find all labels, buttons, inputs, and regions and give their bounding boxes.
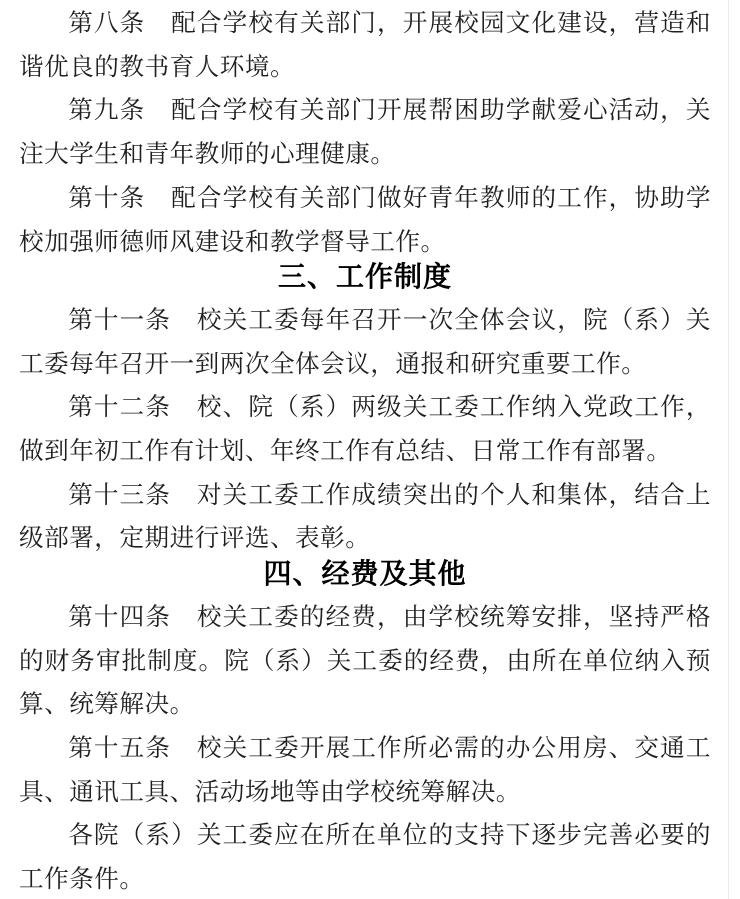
body-paragraph: 第十三条 对关工委工作成绩突出的个人和集体，结合上级部署，定期进行评选、表彰。 <box>19 481 711 553</box>
page-edge-line <box>728 0 729 899</box>
section-heading: 三、工作制度 <box>277 261 452 293</box>
body-paragraph: 各院（系）关工委应在所在单位的支持下逐步完善必要的工作条件。 <box>19 822 711 894</box>
body-paragraph: 第十条 配合学校有关部门做好青年教师的工作，协助学校加强师德师风建设和教学督导工作。 <box>19 184 711 256</box>
body-paragraph: 第十一条 校关工委每年召开一次全体会议，院（系）关工委每年召开一到两次全体会议，通报和研究重要工作。 <box>19 306 711 378</box>
body-paragraph: 第九条 配合学校有关部门开展帮困助学献爱心活动，关注大学生和青年教师的心理健康。 <box>19 97 711 169</box>
body-paragraph: 第十五条 校关工委开展工作所必需的办公用房、交通工具、通讯工具、活动场地等由学校统筹解决。 <box>19 734 711 806</box>
document-content <box>19 2 711 899</box>
body-paragraph: 第十二条 校、院（系）两级关工委工作纳入党政工作，做到年初工作有计划、年终工作有总结、日常工作有部署。 <box>19 394 711 466</box>
body-paragraph: 第八条 配合学校有关部门，开展校园文化建设，营造和谐优良的教书育人环境。 <box>19 10 711 81</box>
section-heading: 四、经费及其他 <box>263 558 467 590</box>
body-paragraph: 第十四条 校关工委的经费，由学校统筹安排，坚持严格的财务审批制度。院（系）关工委的经费，由所在单位纳入预算、统筹解决。 <box>19 603 711 719</box>
